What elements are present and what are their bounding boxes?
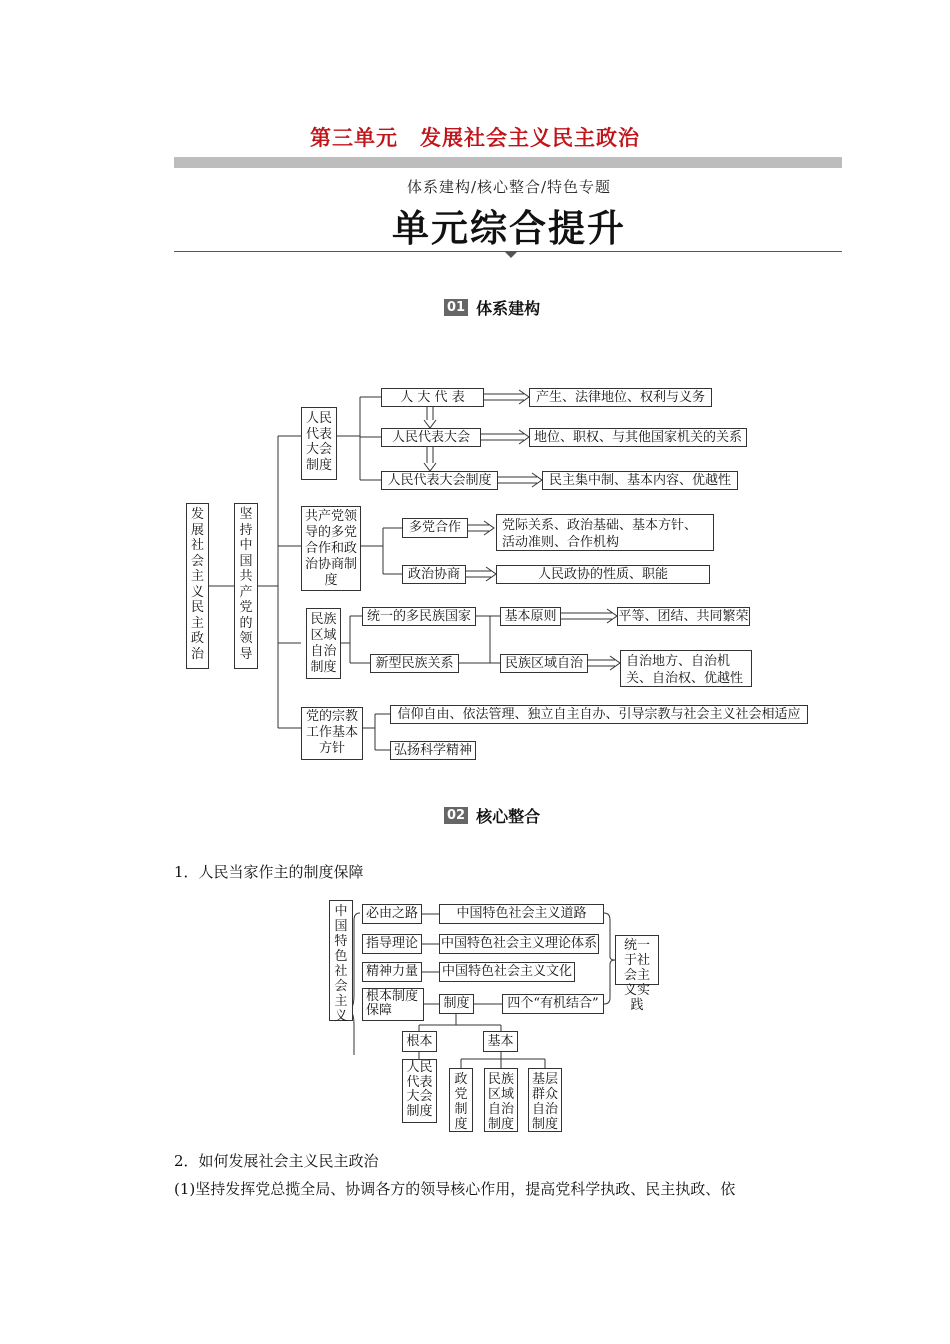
node-npc-system: 人民代表大会制度	[381, 471, 498, 490]
section-title: 体系建构	[476, 299, 541, 318]
node-grassroots-autonomy-system: 基层群众自治制度	[528, 1068, 562, 1132]
node-four-organic-combinations: 四个“有机结合”	[502, 994, 604, 1014]
value-theory: 中国特色社会主义理论体系	[439, 934, 599, 954]
node-party-system: 政党制度	[449, 1068, 473, 1132]
point-2-heading: 2．如何发展社会主义民主政治	[174, 1152, 379, 1170]
label-fundamental-guarantee: 根本制度保障	[362, 988, 424, 1021]
desc-ethnic-regional-autonomy: 自治地方、自治机关、自治权、优越性	[620, 650, 752, 687]
node-political-consultation: 政治协商	[402, 565, 466, 584]
section-number: 02	[444, 807, 468, 824]
node-new-ethnic-relations: 新型民族关系	[370, 654, 459, 673]
branch-npc-system: 人民代表大会制度	[301, 407, 337, 480]
branch-multiparty: 共产党领导的多党合作和政治协商制度	[301, 506, 361, 591]
lead-node: 坚持中国共产党的领导	[234, 503, 258, 669]
value-culture: 中国特色社会主义文化	[439, 962, 575, 982]
value-path: 中国特色社会主义道路	[439, 904, 604, 924]
point-1-heading: 1．人民当家作主的制度保障	[174, 863, 364, 881]
branch-ethnic-autonomy: 民族区域自治制度	[306, 608, 341, 679]
node-unified-in-practice: 统一于社会主义实践	[615, 935, 659, 985]
label-theory: 指导理论	[362, 934, 422, 954]
node-ethnic-regional-autonomy: 民族区域自治	[500, 654, 588, 673]
node-scientific-spirit: 弘扬科学精神	[390, 741, 476, 760]
point-2-line-1: (1)坚持发挥党总揽全局、协调各方的领导核心作用，提高党科学执政、民主执政、依	[174, 1180, 736, 1198]
node-basic: 基本	[483, 1031, 518, 1052]
node-socialism-with-chinese-characteristics: 中国特色社会主义	[329, 900, 353, 1021]
node-unified-multiethnic-state: 统一的多民族国家	[362, 607, 476, 626]
node-npc-deputy: 人 大 代 表	[381, 388, 484, 407]
node-multiparty-cooperation: 多党合作	[402, 518, 468, 538]
desc-basic-principles: 平等、团结、共同繁荣	[617, 607, 750, 626]
node-system: 制度	[439, 994, 474, 1014]
label-culture: 精神力量	[362, 962, 422, 982]
root-node: 发展社会主义民主政治	[186, 503, 209, 669]
node-ethnic-autonomy-system: 民族区域自治制度	[484, 1068, 518, 1132]
section-title: 核心整合	[476, 807, 541, 826]
section-number: 01	[444, 299, 468, 316]
label-path: 必由之路	[362, 904, 422, 924]
node-fundamental: 根本	[402, 1031, 437, 1052]
page-title: 单元综合提升	[392, 207, 626, 250]
node-npc: 人民代表大会	[381, 428, 481, 447]
unit-title: 第三单元 发展社会主义民主政治	[310, 126, 640, 150]
desc-npc-deputy: 产生、法律地位、权利与义务	[529, 388, 712, 407]
subnav: 体系建构/核心整合/特色专题	[406, 178, 612, 196]
node-npc-system-2: 人民代表大会制度	[402, 1059, 437, 1123]
node-religious-principles: 信仰自由、依法管理、独立自主自办、引导宗教与社会主义社会相适应	[390, 705, 808, 724]
desc-political-consultation: 人民政协的性质、职能	[496, 565, 710, 584]
desc-multiparty-cooperation: 党际关系、政治基础、基本方针、活动准则、合作机构	[496, 514, 714, 551]
desc-npc: 地位、职权、与其他国家机关的关系	[529, 428, 747, 447]
branch-religious-work: 党的宗教工作基本方针	[301, 707, 363, 760]
desc-npc-system: 民主集中制、基本内容、优越性	[542, 471, 738, 490]
node-basic-principles: 基本原则	[500, 607, 561, 626]
